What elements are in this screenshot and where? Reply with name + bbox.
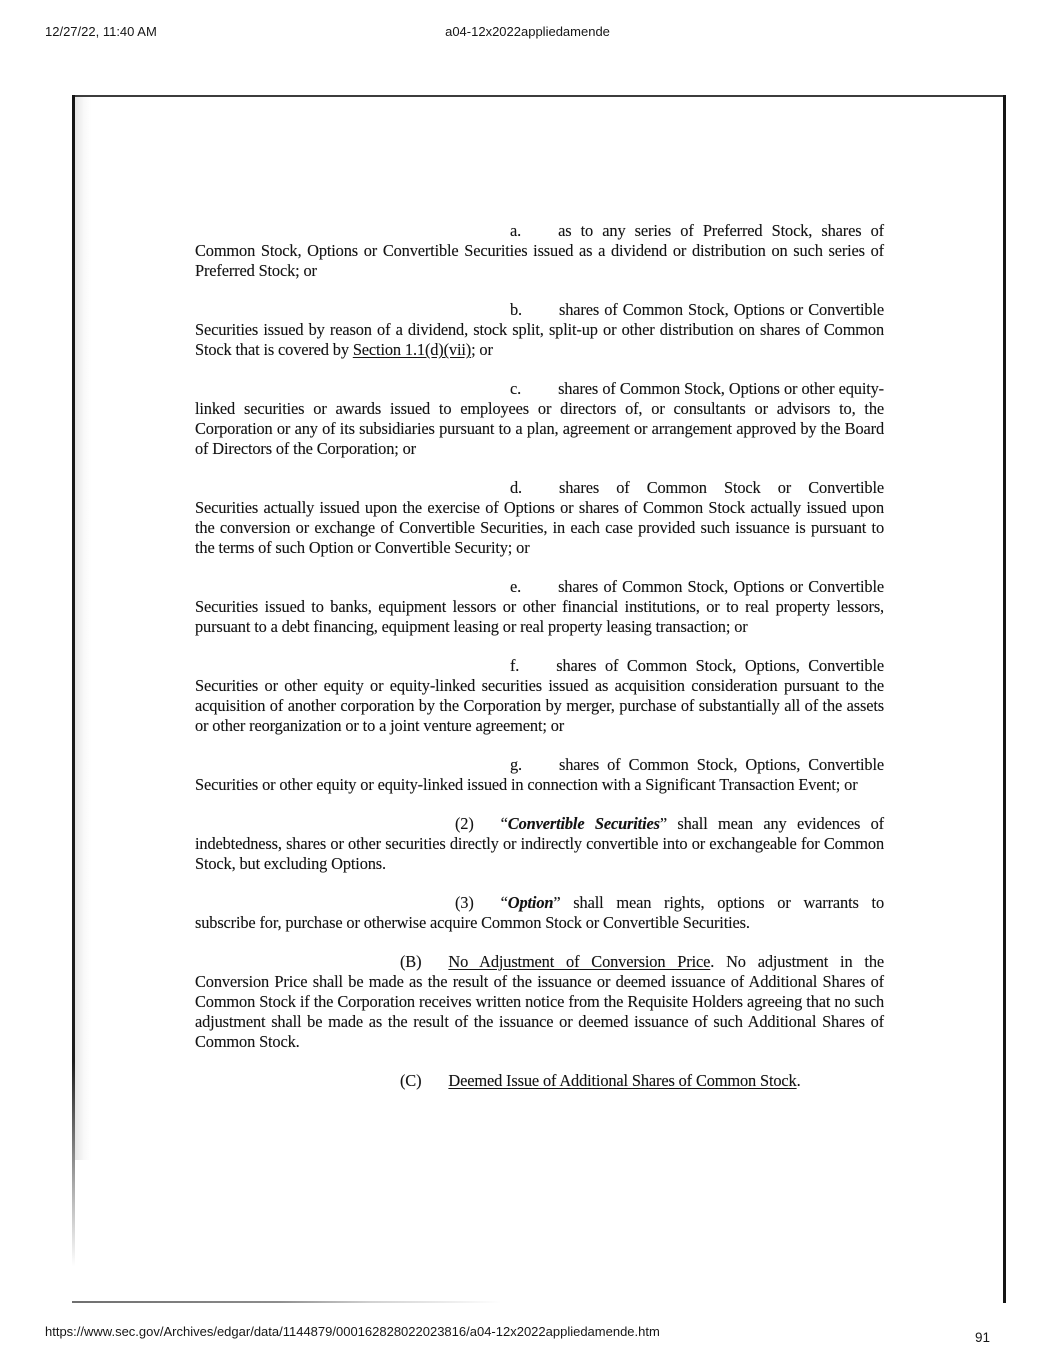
paragraph-g — [195, 755, 884, 795]
print-doc-title: a04-12x2022appliedamende — [445, 24, 610, 39]
paragraph-definition-convertible-securities — [195, 814, 884, 874]
defined-term: Option — [507, 893, 554, 912]
paragraph-b — [195, 300, 884, 360]
document-content — [195, 221, 884, 1091]
source-url: https://www.sec.gov/Archives/edgar/data/1144879/000162828022023816/a04-12x2022appliedamende.htm — [45, 1324, 660, 1339]
paragraph-no-adjustment — [195, 952, 884, 1052]
paragraph-label: e. — [510, 577, 522, 596]
scan-artifact — [75, 97, 91, 1160]
paragraph-text: shares of Common Stock, Options or other equity-linked securities or awards issued to employees or directors of, or consultants or advisors to, the Corporation or any of its subsidiaries pursuant to a plan, agreement or arrangement approved by the Board of Directors of the Corporation; or — [195, 379, 884, 458]
paragraph-c — [195, 379, 884, 459]
paragraph-text: shares of Common Stock, Options, Convertible Securities or other equity or equity-linked securities issued as acquisition consideration pursuant to the acquisition of another corporation by the Corporation by merger, purchase of substantially all of the assets or other reorganization or to a joint venture agreement; or — [195, 656, 884, 735]
paragraph-f — [195, 656, 884, 736]
clause-heading: No Adjustment of Conversion Price — [448, 952, 711, 971]
paragraph-label: (3) — [455, 893, 474, 912]
paragraph-label: a. — [510, 221, 522, 240]
paragraph-label: b. — [510, 300, 522, 319]
page-border-top — [72, 95, 1006, 97]
paragraph-text: “ — [500, 893, 508, 912]
print-datetime: 12/27/22, 11:40 AM — [45, 24, 157, 39]
paragraph-text: shares of Common Stock, Options or Convertible Securities issued to banks, equipment lessors or other financial institutions, or to real property lessors, pursuant to a debt financing, equipment leasing or real property leasing transaction; or — [195, 577, 884, 636]
paragraph-a — [195, 221, 884, 281]
paragraph-text: ” shall mean any evidences of indebtedness, shares or other securities directly or indirectly convertible into or exchangeable for Common Stock, but excluding Options. — [195, 814, 884, 873]
paragraph-definition-option — [195, 893, 884, 933]
paragraph-d — [195, 478, 884, 558]
paragraph-e — [195, 577, 884, 637]
paragraph-text: ; or — [471, 340, 493, 359]
paragraph-text: . — [796, 1071, 801, 1090]
print-header — [0, 24, 1055, 42]
document-page — [72, 95, 1006, 1303]
clause-heading: Deemed Issue of Additional Shares of Common Stock — [448, 1071, 797, 1090]
print-footer — [0, 1322, 1055, 1346]
paragraph-text: shares of Common Stock, Options, Convertible Securities or other equity or equity-linked issued in connection with a Significant Transaction Event; or — [195, 755, 884, 794]
paragraph-label: f. — [510, 656, 520, 675]
paragraph-label: g. — [510, 755, 522, 774]
paragraph-text: ” shall mean rights, options or warrants to subscribe for, purchase or otherwise acquire Common Stock or Convertible Securities. — [195, 893, 884, 932]
page-border-left — [72, 95, 75, 1303]
page-border-bottom — [72, 1301, 1006, 1303]
paragraph-text: . No adjustment in the Conversion Price shall be made as the result of the issuance or deemed issuance of Additional Shares of Common Stock if the Corporation receives written notice from the Requisite Holders agreeing that no such adjustment shall be made as the result of the issuance or deemed issuance of such Additional Shares of Common Stock. — [195, 952, 884, 1051]
defined-term: Convertible Securities — [507, 814, 660, 833]
paragraph-text: “ — [500, 814, 508, 833]
paragraph-text: shares of Common Stock, Options or Convertible Securities issued by reason of a dividend, stock split, split-up or other distribution on shares of Common Stock that is covered by — [195, 300, 884, 359]
page-number: 91 — [974, 1330, 990, 1345]
paragraph-text: as to any series of Preferred Stock, shares of Common Stock, Options or Convertible Securities issued as a dividend or distribution on such series of Preferred Stock; or — [195, 221, 884, 280]
page-border-right — [1003, 95, 1006, 1303]
paragraph-label: (2) — [455, 814, 474, 833]
paragraph-text: shares of Common Stock or Convertible Securities actually issued upon the exercise of Options or shares of Common Stock actually issued upon the conversion or exchange of Convertible Securities, in each case provided such issuance is pursuant to the terms of such Option or Convertible Security; or — [195, 478, 884, 557]
section-reference: Section 1.1(d)(vii) — [352, 340, 472, 359]
paragraph-label: c. — [510, 379, 522, 398]
paragraph-label: d. — [510, 478, 522, 497]
paragraph-label: (C) — [400, 1071, 422, 1090]
paragraph-deemed-issue — [195, 1071, 884, 1091]
paragraph-label: (B) — [400, 952, 422, 971]
